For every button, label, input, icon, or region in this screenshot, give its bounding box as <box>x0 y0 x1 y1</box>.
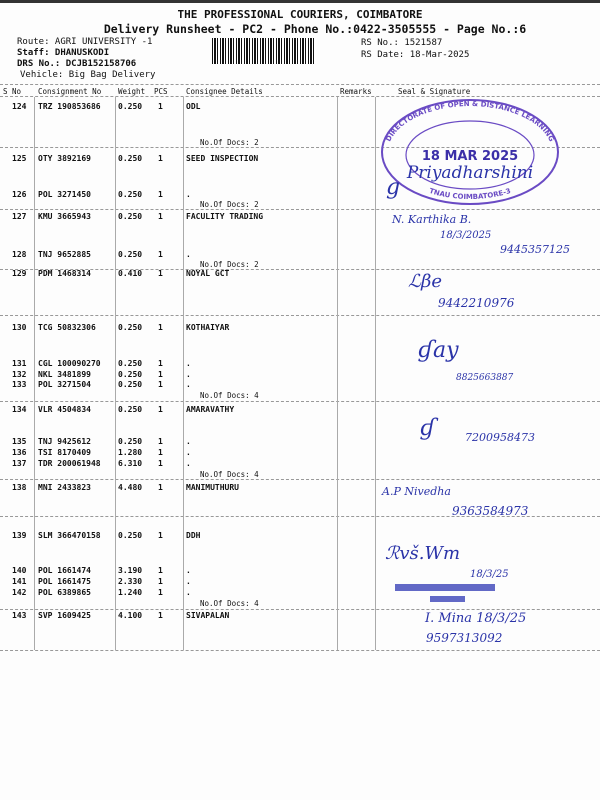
svg-text:18 MAR 2025: 18 MAR 2025 <box>421 149 519 164</box>
col-seal: Seal & Signature <box>398 87 471 96</box>
docs-count: No.Of Docs: 2 <box>200 138 259 147</box>
signature-scribble-4: ℛvš.Wm <box>385 543 461 564</box>
column-divider <box>34 97 35 650</box>
svg-text:DIRECTORATE OF OPEN & DISTANCE: DIRECTORATE OF OPEN & DISTANCE LEARNING <box>384 99 556 143</box>
col-consignment: Consignment No <box>38 87 102 96</box>
cell-cn: OTY 3892169 <box>38 154 91 163</box>
cell-pcs: 1 <box>158 212 163 221</box>
docs-count: No.Of Docs: 4 <box>200 599 259 608</box>
signature-scribble: ℒβe <box>408 271 443 292</box>
cell-wt: 0.250 <box>118 102 143 111</box>
col-weight: Weight <box>118 87 146 96</box>
cell-wt: 0.250 <box>118 154 143 163</box>
cell-to: . <box>186 437 191 446</box>
cell-sno: 134 <box>12 405 27 414</box>
cell-wt: 1.240 <box>118 588 143 597</box>
tamil-office-stamp <box>395 584 495 591</box>
cell-to: . <box>186 459 191 468</box>
runsheet-subtitle: Delivery Runsheet - PC2 - Phone No.:0422-3505555 - Page No.:6 <box>103 22 527 36</box>
cell-wt: 0.250 <box>118 359 143 368</box>
cell-pcs: 1 <box>158 405 163 414</box>
rs-number: RS No.: 1521587 <box>361 38 443 48</box>
cell-wt: 0.250 <box>118 190 143 199</box>
cell-pcs: 1 <box>158 250 163 259</box>
cell-to: . <box>186 250 191 259</box>
row-divider <box>0 650 600 651</box>
row-divider <box>0 609 600 610</box>
cell-to: . <box>186 448 191 457</box>
phone-3: 8825663887 <box>456 373 514 383</box>
cell-sno: 142 <box>12 588 27 597</box>
cell-pcs: 1 <box>158 483 163 492</box>
signature-priyadharshini: Priyadharshini <box>406 163 534 183</box>
staff: Staff: DHANUSKODI <box>17 48 110 58</box>
top-border <box>0 0 600 3</box>
docs-count: No.Of Docs: 2 <box>200 260 259 269</box>
cell-pcs: 1 <box>158 380 163 389</box>
cell-to: SIVAPALAN <box>186 611 230 620</box>
row-divider <box>0 479 600 480</box>
column-divider <box>183 97 184 650</box>
signature-scribble-3: ɠ <box>420 416 436 441</box>
cell-wt: 4.100 <box>118 611 143 620</box>
cell-to: AMARAVATHY <box>186 405 235 414</box>
cell-pcs: 1 <box>158 154 163 163</box>
cell-wt: 0.250 <box>118 531 143 540</box>
cell-cn: POL 1661474 <box>38 566 91 575</box>
header-line-top <box>0 84 600 85</box>
cell-wt: 0.250 <box>118 437 143 446</box>
cell-pcs: 1 <box>158 448 163 457</box>
tamil-office-stamp-line2 <box>430 596 465 602</box>
cell-sno: 130 <box>12 323 27 332</box>
signature-date: 18/3/2025 <box>440 230 492 241</box>
cell-to: FACULITY TRADING <box>186 212 264 221</box>
cell-wt: 0.250 <box>118 380 143 389</box>
cell-wt: 0.250 <box>118 370 143 379</box>
cell-sno: 125 <box>12 154 27 163</box>
col-remarks: Remarks <box>340 87 372 96</box>
cell-wt: 2.330 <box>118 577 143 586</box>
cell-wt: 0.250 <box>118 405 143 414</box>
cell-to: . <box>186 588 191 597</box>
cell-pcs: 1 <box>158 190 163 199</box>
cell-sno: 143 <box>12 611 27 620</box>
cell-sno: 133 <box>12 380 27 389</box>
cell-pcs: 1 <box>158 566 163 575</box>
cell-wt: 0.250 <box>118 323 143 332</box>
cell-cn: CGL 100090270 <box>38 359 101 368</box>
cell-cn: POL 1661475 <box>38 577 91 586</box>
cell-pcs: 1 <box>158 359 163 368</box>
cell-to: . <box>186 380 191 389</box>
cell-to: . <box>186 359 191 368</box>
cell-wt: 0.410 <box>118 269 143 278</box>
signature-scribble-2: ɠay <box>418 338 459 363</box>
column-divider <box>337 97 338 650</box>
signature-date-2: 18/3/25 <box>470 569 509 580</box>
cell-sno: 139 <box>12 531 27 540</box>
col-sno: S No <box>3 87 22 96</box>
cell-sno: 138 <box>12 483 27 492</box>
cell-cn: POL 3271504 <box>38 380 91 389</box>
cell-to: . <box>186 190 191 199</box>
cell-wt: 4.480 <box>118 483 143 492</box>
cell-pcs: 1 <box>158 459 163 468</box>
signature-karthika: N. Karthika B. <box>392 213 472 226</box>
cell-wt: 0.250 <box>118 212 143 221</box>
row-divider <box>0 209 600 210</box>
phone-5: 9363584973 <box>452 504 529 518</box>
row-divider <box>0 315 600 316</box>
cell-pcs: 1 <box>158 323 163 332</box>
cell-to: . <box>186 566 191 575</box>
col-consignee: Consignee Details <box>186 87 263 96</box>
cell-to: DDH <box>186 531 201 540</box>
cell-sno: 132 <box>12 370 27 379</box>
cell-cn: TNJ 9652885 <box>38 250 91 259</box>
cell-pcs: 1 <box>158 577 163 586</box>
column-divider <box>115 97 116 650</box>
barcode <box>212 38 316 64</box>
phone-6: 9597313092 <box>426 631 503 645</box>
cell-pcs: 1 <box>158 588 163 597</box>
cell-pcs: 1 <box>158 531 163 540</box>
cell-cn: POL 3271450 <box>38 190 91 199</box>
cell-cn: TNJ 9425612 <box>38 437 91 446</box>
cell-to: MANIMUTHURU <box>186 483 239 492</box>
signature-mina: I. Mina 18/3/25 <box>425 611 527 626</box>
cell-to: SEED INSPECTION <box>186 154 259 163</box>
cell-cn: TCG 50832306 <box>38 323 96 332</box>
cell-cn: MNI 2433823 <box>38 483 91 492</box>
cell-to: KOTHAIYAR <box>186 323 230 332</box>
cell-cn: VLR 4504834 <box>38 405 91 414</box>
route: Route: AGRI UNIVERSITY -1 <box>17 37 153 47</box>
row-divider <box>0 401 600 402</box>
cell-pcs: 1 <box>158 269 163 278</box>
docs-count: No.Of Docs: 4 <box>200 391 259 400</box>
cell-cn: SLM 366470158 <box>38 531 101 540</box>
cell-sno: 141 <box>12 577 27 586</box>
cell-pcs: 1 <box>158 370 163 379</box>
cell-sno: 140 <box>12 566 27 575</box>
drs-number: DRS No.: DCJB152158706 <box>17 59 137 69</box>
rs-date: RS Date: 18-Mar-2025 <box>361 50 470 60</box>
cell-cn: POL 6389865 <box>38 588 91 597</box>
cell-wt: 3.190 <box>118 566 143 575</box>
cell-sno: 136 <box>12 448 27 457</box>
cell-cn: TSI 8170409 <box>38 448 91 457</box>
signature-nivedha: A.P Nivedha <box>382 485 451 498</box>
cell-cn: PDM 1468314 <box>38 269 91 278</box>
cell-cn: TRZ 190853686 <box>38 102 101 111</box>
cell-wt: 6.310 <box>118 459 143 468</box>
cell-sno: 129 <box>12 269 27 278</box>
column-divider <box>375 97 376 650</box>
company-title: THE PROFESSIONAL COURIERS, COIMBATORE <box>177 8 423 21</box>
cell-cn: TDR 200061948 <box>38 459 101 468</box>
phone-4: 7200958473 <box>465 431 535 444</box>
cell-to: ODL <box>186 102 201 111</box>
cell-wt: 1.280 <box>118 448 143 457</box>
vehicle: Vehicle: Big Bag Delivery <box>20 70 156 80</box>
cell-pcs: 1 <box>158 437 163 446</box>
signature-initial: g <box>386 175 401 200</box>
cell-sno: 126 <box>12 190 27 199</box>
cell-sno: 124 <box>12 102 27 111</box>
cell-cn: SVP 1609425 <box>38 611 91 620</box>
cell-sno: 137 <box>12 459 27 468</box>
col-pcs: PCS <box>154 87 168 96</box>
cell-cn: NKL 3481899 <box>38 370 91 379</box>
cell-sno: 128 <box>12 250 27 259</box>
cell-sno: 131 <box>12 359 27 368</box>
docs-count: No.Of Docs: 4 <box>200 470 259 479</box>
cell-sno: 135 <box>12 437 27 446</box>
phone-2: 9442210976 <box>438 296 515 310</box>
cell-pcs: 1 <box>158 611 163 620</box>
cell-to: . <box>186 577 191 586</box>
institution-seal-stamp <box>380 97 560 207</box>
cell-to: . <box>186 370 191 379</box>
docs-count: No.Of Docs: 2 <box>200 200 259 209</box>
phone-1: 9445357125 <box>500 243 570 256</box>
cell-pcs: 1 <box>158 102 163 111</box>
cell-sno: 127 <box>12 212 27 221</box>
cell-wt: 0.250 <box>118 250 143 259</box>
cell-cn: KMU 3665943 <box>38 212 91 221</box>
svg-text:TNAU COIMBATORE-3: TNAU COIMBATORE-3 <box>428 186 512 202</box>
cell-to: NOYAL GCT <box>186 269 230 278</box>
